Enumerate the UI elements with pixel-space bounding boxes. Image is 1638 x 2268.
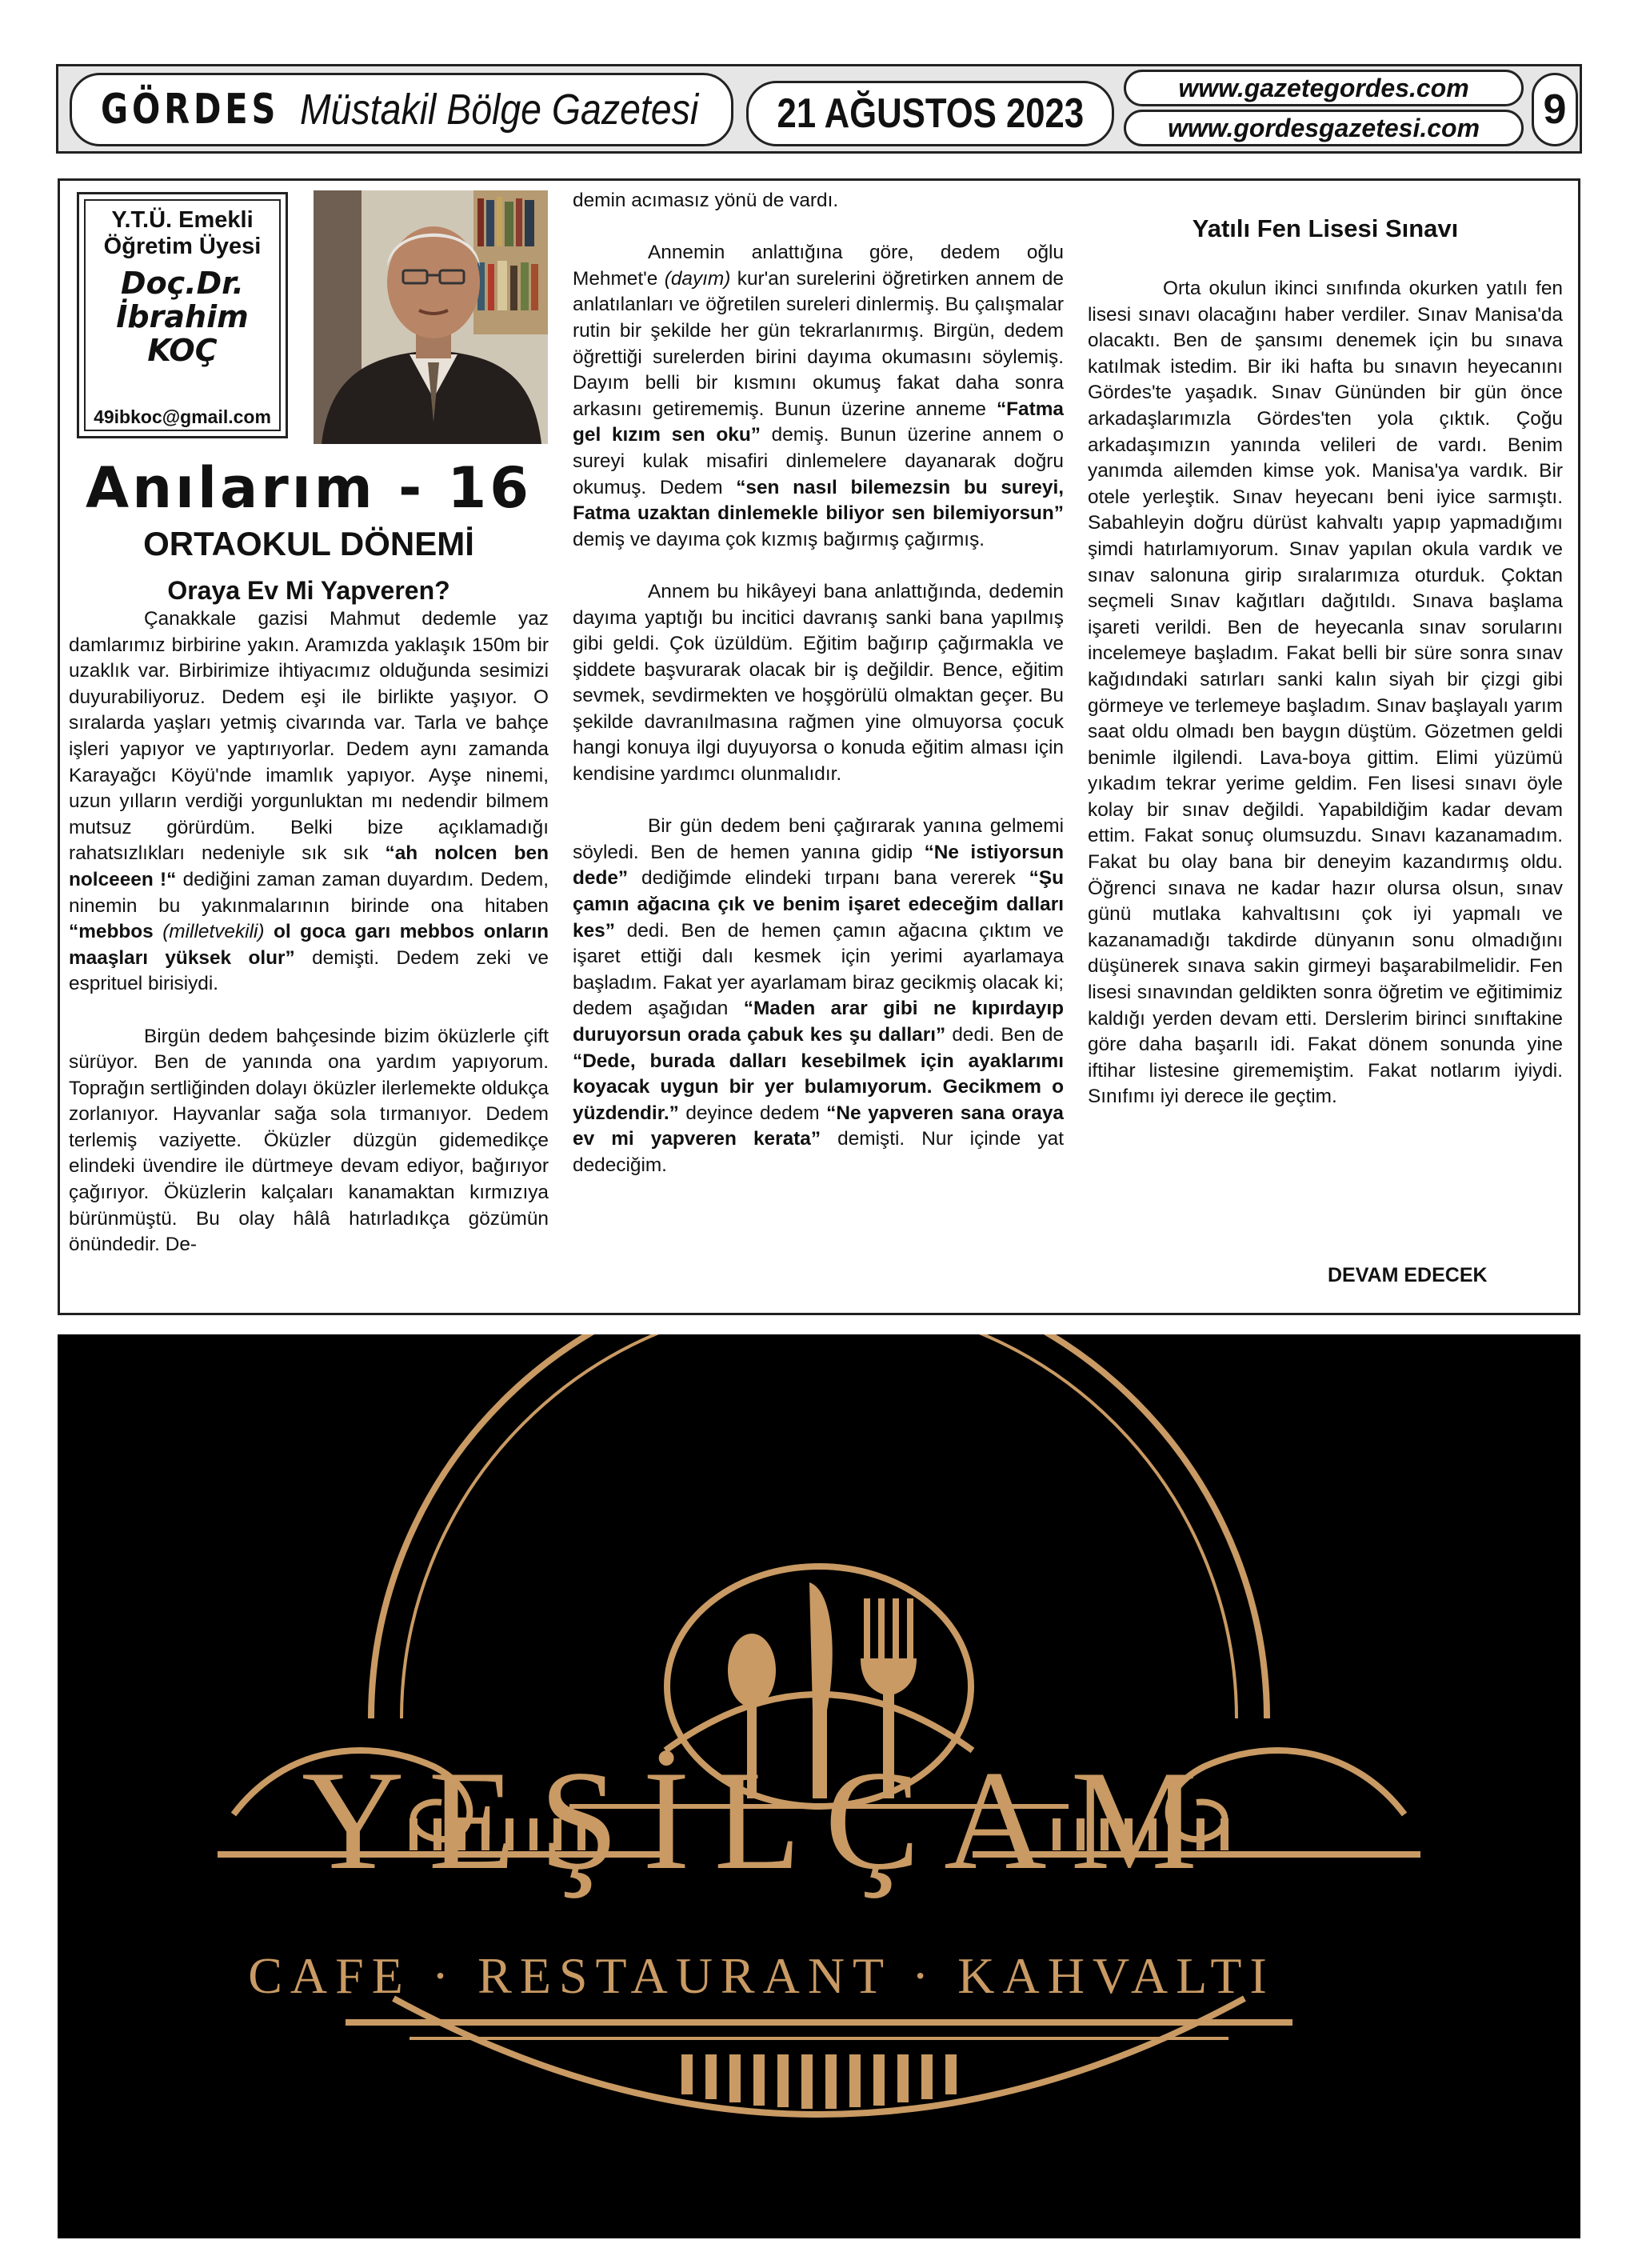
- issue-date: 21 AĞUSTOS 2023: [746, 81, 1114, 146]
- section-title-1: Oraya Ev Mi Yapveren?: [167, 576, 450, 605]
- paragraph: Birgün dedem bahçesinde bizim öküzlerle çift sürüyor. Ben de yanında ona yardım yapıyorum. Toprağın sertliğinden dolayı öküzler ilerlemekte oldukça zorlanıyor. Hayvanlar sağa sola tırmanıyor. Dedem terlemiş vaziyette. Öküzler düzgün gidemedikçe elindeki üvendire ile dürtmeye devam ediyor, bağırıyor çağırıyor. Öküzlerin kalçaları kanamaktan kırmızıya bürünmüştü. Bu olay hâlâ hatırladıkça gözümün önündedir. De-: [69, 1025, 549, 1256]
- newspaper-subtitle: Müstakil Bölge Gazetesi: [300, 86, 699, 134]
- colonnade-bar: [945, 2054, 957, 2094]
- author-email[interactable]: 49ibkoc@gmail.com: [94, 406, 271, 427]
- newspaper-nameplate: [70, 73, 733, 146]
- paragraph: Annemin anlattığına göre, dedem oğlu Mehmet'e (dayım) kur'an surelerini öğretirken annem de anlatılanları ve öğretilen sureleri dinlermiş. Bu çalışmalar rutin bir şekilde her gün tekrarlanırmış. Birgün, dedem öğrettiği surelerden birini dayıma okumasını söylemiş. Dayım belli bir kısmını okumuş fakat daha sonra arkasını getirememiş. Bunun üzerine anneme “Fatma gel kızım sen oku” demiş. Bunun üzerine annem o sureyi kulak misafiri dinlemelere dayanarak doğru okumuş. Dedem “sen nasıl bilemezsin bu sureyi, Fatma uzaktan dinlemekle biliyor sen bilemiyorsun” demiş ve dayıma çok kızmış bağırmış çağırmış.: [573, 242, 1065, 550]
- article-column-1: [69, 606, 549, 1258]
- spoon-icon: [728, 1634, 776, 1707]
- bottom-arc: [394, 1998, 1244, 2114]
- continued-note: DEVAM EDECEK: [1328, 1264, 1488, 1286]
- colonnade-bar: [897, 2054, 909, 2102]
- fork-tine: [878, 1598, 885, 1662]
- author-box-inner-border: [84, 199, 281, 431]
- masthead: [56, 64, 1582, 154]
- colonnade-bar: [801, 2054, 813, 2109]
- author-title: Y.T.Ü. Emekli Öğretim Üyesi: [103, 207, 262, 259]
- website-link-1[interactable]: www.gazetegordes.com: [1124, 70, 1524, 106]
- colonnade-bar: [753, 2054, 765, 2106]
- article-headline: Anılarım - 16: [86, 455, 532, 521]
- colonnade-bar: [825, 2054, 837, 2109]
- colonnade-bar: [705, 2054, 717, 2099]
- paragraph: Bir gün dedem beni çağırarak yanına gelmemi söyledi. Ben de hemen yanına gidip “Ne istiyorsun dede” dediğimde elindeki tırpanı bana vererek “Şu çamın ağacına çık ve benim işaret edeceğim dalları kes” dedi. Ben de hemen çamın ağacına çıktım ve işaret ettiği dalı kesmek için yerimi ayarlamaya başladım. Fakat yer ayarlamam biraz gecikmiş olacak ki; dedem aşağıdan “Maden arar gibi ne kıpırdayıp duruyorsun orada çabuk kes şu dalları” dedi. Ben de “Dede, burada dalları kesebilmek için ayaklarımı koyacak uygun bir yer bulamıyorum. Gecikmem o yüzdendir.” deyince dedem “Ne yapveren sana oraya ev mi yapveren kerata” demişti. Nur içinde yat dedeciğim.: [573, 815, 1065, 1176]
- restaurant-brand-name: YEŞİLÇAM: [302, 1741, 1221, 1899]
- colonnade-bar: [777, 2054, 789, 2107]
- paragraph: Annem bu hikâyeyi bana anlattığında, dedemin dayıma yaptığı bu incitici davranış sanki bana yapılmış gibi geldi. Çok üzüldüm. Eğitim bağırıp çağırmakla ve şiddete başvurarak olacak bir iş değildir. Bence, eğitim sevmek, sevdirmekten ve hoşgörülü olmaktan geçer. Bu şekilde davranılmasına rağmen yine olmuyorsa çocuk hangi konuya ilgi duyuyorsa o konuda eğitim alması için kendisine yardımcı olunmalıdır.: [573, 580, 1064, 786]
- section-title-2: Yatılı Fen Lisesi Sınavı: [1192, 214, 1459, 242]
- paragraph: Orta okulun ikinci sınıfında okurken yatılı fen lisesi sınavı olacağını haber verdiler. Sınav Manisa'da olacaktı. Ben de şansımı denemek için bu sınava katılmak istedim. Bir iki hafta bu sınavın heyecanını Gördes'te yaşadık. Sınav Gününden bir gün önce arkadaşlarımızla Gördes'ten yola çıktık. Çoğu arkadaşımızın yanında velileri de vardı. Benim yanımda ailemden kimse yok. Manisa'ya vardık. Bir otele yerleştik. Sınav heyecanı beni iyice sarmıştı. Sabahleyin doğru dürüst kahvaltı yapıp yapmadığımı şimdi hatırlamıyorum. Sınav yapılan okula vardık ve sınav salonuna girip sıralarımıza oturduk. Çoktan seçmeli Sınav kağıtları dağıtıldı. Sınava başlama işareti verildi. Ben de heyecanla sınav sorularını incelemeye başladım. Fakat belli bir süre sonra sınav kağıdındaki satırları sanki kalın siyah bir çizgi gibi görmeye ve terlemeye başladım. Sınav başlayalı yarım saat oldu olmadı ben baygın düştüm. Gözetmen geldi benimle ilgilendi. Lava-boya gittim. Elimi yüzümü yıkadım tekrar yerime geldim. Fen lisesi sınavı öyle kolay bir sınav değildi. Yapabildiğim kadar devam ettim. Fakat sonuç olumsuzdu. Sınavı kazanamadım. Fakat bu olay bana bir deneyim kazandırmış oldu. Öğrenci sınava ne kadar hazır olursa olsun, sınav günü mutlaka kahvaltısını çok iyi yapmalı ve kazanamadığı takdirde dünyanın sonu olmadığını düşünerek sınava sakin girmeyi başarabilmelidir. Fen lisesi sınavından geldikten sonra öğretim ve eğitimimiz kaldığı yerden devam etti. Derslerim birinci sınıftakine göre daha başarılı idi. Fakat dönem sonunda yine iftihar listesine girememiştim. Fakat notlarım iyiydi. Sınıfımı iyi derece ile geçtim.: [1088, 278, 1563, 1108]
- author-portrait-illustration: [314, 190, 548, 444]
- author-photo: [314, 190, 548, 444]
- website-link-2[interactable]: www.gordesgazetesi.com: [1124, 110, 1524, 146]
- newspaper-name: GÖRDES: [101, 86, 280, 134]
- colonnade-bar: [849, 2054, 861, 2107]
- fork-tine: [907, 1598, 913, 1662]
- article-subheadline: ORTAOKUL DÖNEMİ: [143, 525, 474, 562]
- paragraph: Çanakkale gazisi Mahmut dedemle yaz damlarımız birbirine yakın. Aramızda yaklaşık 150m bir uzaklık var. Birbirimize ihtiyacımız olduğunda sesimizi duyurabiliyoruz. Dedem eşi ile birlikte yaşıyor. O sıralarda yaşları yetmiş civarında var. Tarla ve bahçe işleri yapıyor ve yaptırıyorlar. Dedem aynı zamanda Karayağcı Köyü'nde imamlık yapıyor. Ayşe ninemi, uzun yılların verdiği yorgunluktan mı nedendir bilmem mutsuz görürdüm. Belki bize açıklamadığı rahatsızlıkları nedeniyle sık sık “ah nolcen ben nolceeen !“ dediğini zaman zaman duyardım. Dedem, ninemin bu yakınmalarının birinde ona hitaben “mebbos (milletvekili) ol goca garı mebbos onların maaşları yüksek olur” demişti. Dedem zeki ve esprituel birisiydi.: [69, 608, 549, 995]
- colonnade-bar: [729, 2054, 741, 2102]
- colonnade-bar: [873, 2054, 885, 2106]
- page-number: 9: [1532, 73, 1578, 146]
- restaurant-tagline: CAFE · RESTAURANT · KAHVALTI: [248, 1947, 1275, 2004]
- author-box: [77, 192, 288, 438]
- colonnade-bar: [681, 2054, 693, 2094]
- colonnade-bar: [921, 2054, 933, 2099]
- fork-tine: [893, 1598, 899, 1662]
- fork-icon: [864, 1598, 870, 1662]
- paragraph: demin acımasız yönü de vardı.: [573, 190, 839, 211]
- article-column-2: [573, 188, 1064, 1179]
- author-name: Doç.Dr. İbrahim KOÇ: [116, 266, 249, 368]
- article-column-3: [1088, 276, 1563, 1110]
